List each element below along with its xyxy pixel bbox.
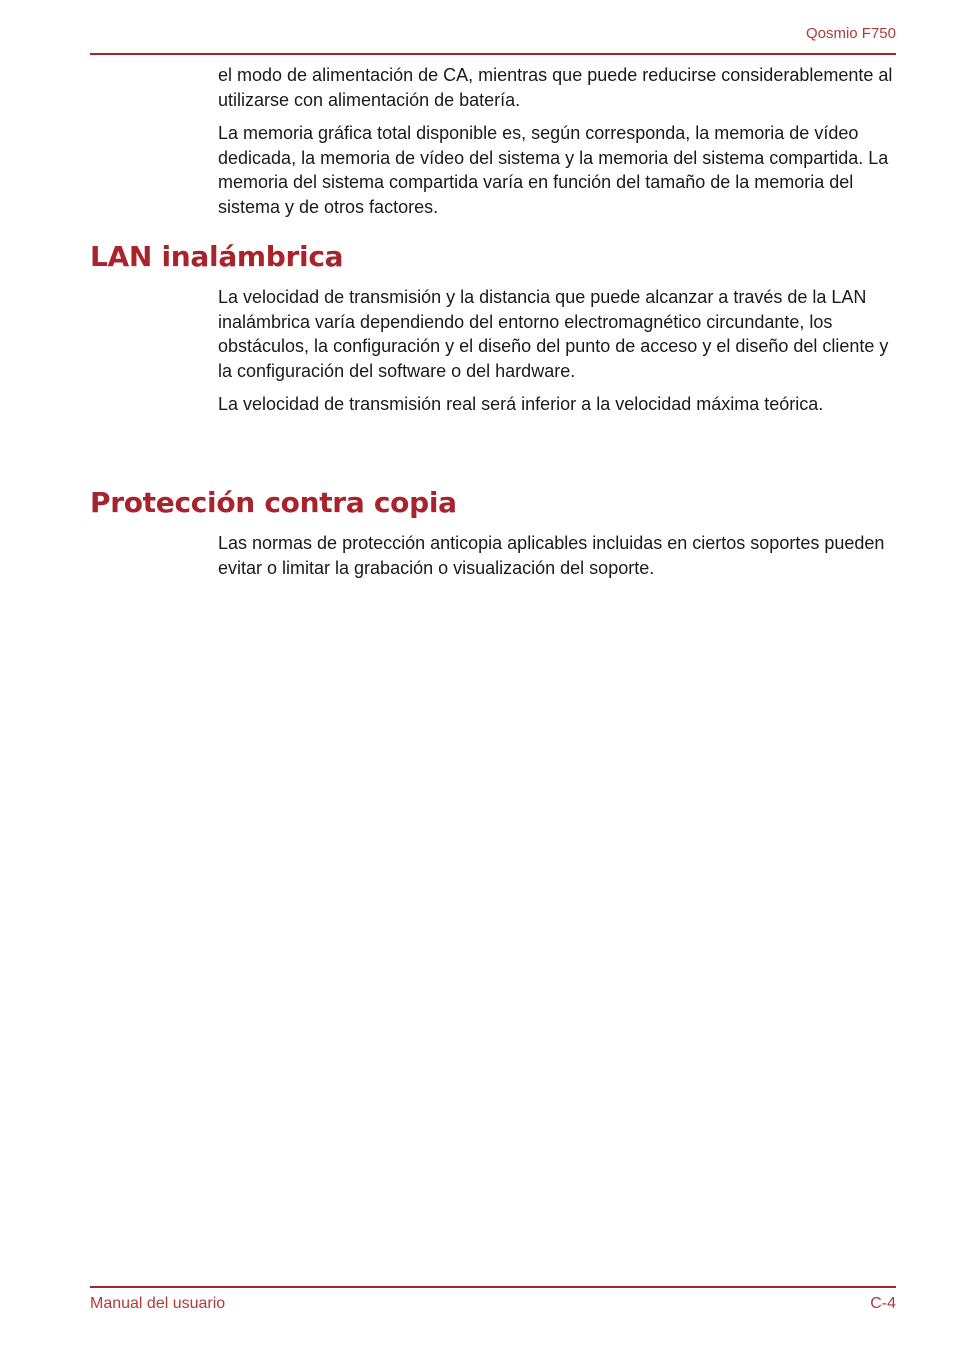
section-heading-copy-protection: Protección contra copia — [90, 486, 457, 519]
lan-paragraph-2: La velocidad de transmisión real será inferior a la velocidad máxima teórica. — [218, 394, 824, 414]
copy-protection-paragraph-1: Las normas de protección anticopia aplicables incluidas en ciertos soportes pueden evitar o limitar la grabación o visualización del soporte. — [218, 533, 885, 578]
section-body-copy-protection — [218, 531, 898, 589]
header-title: Qosmio F750 — [805, 25, 896, 42]
intro-block — [218, 63, 898, 228]
lan-paragraph-1: La velocidad de transmisión y la distancia que puede alcanzar a través de la LAN inalámbrica varía dependiendo del entorno electromagnético circundante, los obstáculos, la configuración y el diseño del punto de acceso y el diseño del cliente y la configuración del software o del hardware. — [218, 287, 889, 381]
footer-page-number: C-4 — [870, 1295, 896, 1312]
intro-paragraph-1: el modo de alimentación de CA, mientras que puede reducirse considerablemente al utilizarse con alimentación de batería. — [218, 65, 893, 110]
header-rule — [90, 53, 896, 55]
footer-manual-label: Manual del usuario — [90, 1295, 226, 1312]
footer-rule — [90, 1286, 896, 1288]
section-body-lan — [218, 285, 898, 426]
intro-paragraph-2: La memoria gráfica total disponible es, según corresponda, la memoria de vídeo dedicada, la memoria de vídeo del sistema y la memoria del sistema compartida. La memoria del sistema compartida varía en función del tamaño de la memoria del sistema y de otros factores. — [218, 123, 889, 217]
section-heading-lan: LAN inalámbrica — [90, 240, 344, 273]
